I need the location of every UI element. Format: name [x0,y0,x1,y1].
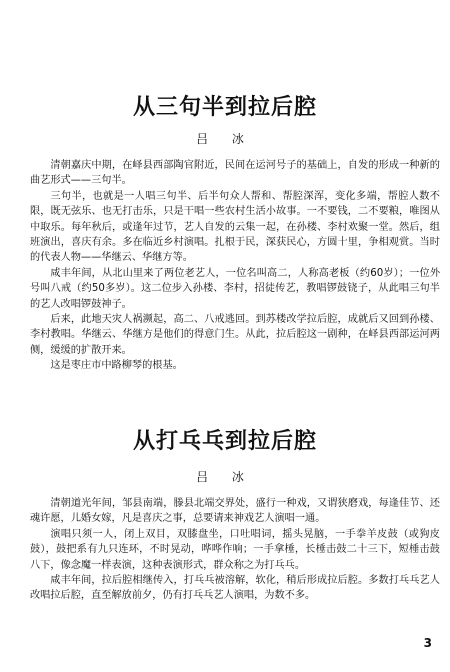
article-title: 从打乓乓到拉后腔 [132,429,317,454]
article-title: 从三句半到拉后腔 [132,95,317,120]
article-body [30,158,440,374]
paragraph: 三句半，也就是一人唱三句半、后半句众人帮和、帮腔深浑，变化多端，帮腔人数不限，既无弦乐、也无打击乐，只是干唱一些农村生活小故事。一不要钱，二不要粮，唯图从中取乐。每年秋后，或逢年过节，艺人自发的云集一起，在孙楼、李村欢聚一堂。然后，组班演出，喜庆有余。多在临近乡村演唱。扎根于民，深获民心，方圆十里，争相观赏。当时的代表人物——华继云、华继方等。 [30,190,440,264]
paragraph: 咸丰年间，拉后腔相继传入，打乓乓被溶解，软化，稍后形成拉后腔。多数打乓乓艺人改唱拉后腔，直至解放前夕，仍有打乓乓艺人演唱，为数不多。 [30,575,440,602]
page-number: 3 [423,636,432,650]
paragraph: 清朝道光年间，邹县南端，滕县北端交界处，盛行一种戏，又谓狭磨戏，每逢佳节、还魂许愿，儿婚女嫁，凡是喜庆之事，总要请来神戏艺人演唱一通。 [30,498,440,525]
paragraph: 咸丰年间，从北山里来了两位老艺人，一位名叫高二，人称高老板（约60岁）；一位外号叫八戒（约50多岁）。这二位步入孙楼、李村，招徒传艺，教唱锣鼓铙子，从此唱三句半的艺人改唱锣鼓神子。 [30,267,440,310]
paragraph: 演唱只须一人，闭上双目，双膝盘坐，口吐唱词，摇头晃脑，一手拳羊皮鼓（或狗皮鼓），鼓把系有九只连环，不时晃动，哗哗作响；一手拿棰，长棰击鼓二十三下，短棰击鼓八下，像念魔一样表演，这种表演形式，群众称之为打乓乓。 [30,528,440,571]
article-author: 吕 冰 [196,470,254,484]
paragraph: 这是枣庄市中路柳琴的根基。 [50,360,183,372]
article-author: 吕 冰 [196,132,254,146]
article-body [30,496,440,604]
paragraph: 后来，此地天灾人祸濒起，高二、八戒逃回。到苏楼改学拉后腔，成就后又回到孙楼、李村教唱。华继云、华继方是他们的得意门生。从此，拉后腔这一剧种，在峄县西部运河两侧，缓缓的扩散开来。 [30,314,440,356]
paragraph: 清朝嘉庆中期，在峄县西部陶官附近，民间在运河号子的基础上，自发的形成一种新的曲艺形式——三句半。 [30,160,440,187]
